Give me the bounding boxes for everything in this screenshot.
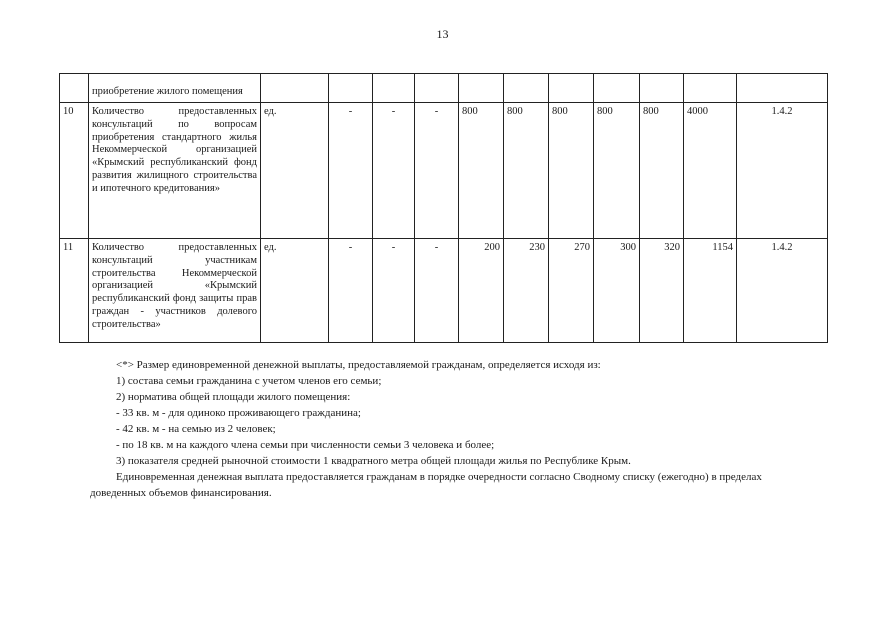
reference-cell: 1.4.2 [737, 239, 828, 343]
footnote-line: 2) норматива общей площади жилого помещения: [116, 391, 351, 403]
value-cell: 320 [640, 239, 684, 343]
footnote-line: <*> Размер единовременной денежной выплаты, предоставляемой гражданам, определяется исходя из: [116, 359, 601, 371]
row-unit: ед. [261, 103, 329, 239]
value-cell: - [373, 103, 415, 239]
value-cell: 230 [504, 239, 549, 343]
row-number: 10 [60, 103, 89, 239]
value-cell: 270 [549, 239, 594, 343]
footnote-line: - 33 кв. м - для одиноко проживающего гражданина; [116, 407, 361, 419]
total-cell: 4000 [684, 103, 737, 239]
table-row [60, 74, 828, 103]
footnote-line: 1) состава семьи гражданина с учетом членов его семьи; [116, 375, 382, 387]
total-cell: 1154 [684, 239, 737, 343]
reference-cell: 1.4.2 [737, 103, 828, 239]
value-cell: 300 [594, 239, 640, 343]
value-cell: 800 [640, 103, 684, 239]
footnote-line: - 42 кв. м - на семью из 2 человек; [116, 423, 276, 435]
value-cell: - [373, 239, 415, 343]
value-cell: - [415, 239, 459, 343]
footnotes [90, 357, 810, 501]
footnote-line: 3) показателя средней рыночной стоимости 1 квадратного метра общей площади жилья по Республике Крым. [116, 455, 631, 467]
row-name: Количество предоставленных консультаций участникам строительства Некоммерческой организацией «Крымский республиканский фонд защиты прав граждан - участников долевого строительства» [89, 239, 261, 343]
table-row [60, 103, 828, 239]
row-number: 11 [60, 239, 89, 343]
value-cell: - [415, 103, 459, 239]
row-name: приобретение жилого помещения [89, 74, 261, 103]
value-cell: 800 [594, 103, 640, 239]
footnote-line: - по 18 кв. м на каждого члена семьи при численности семьи 3 человека и более; [116, 439, 495, 451]
page-number: 13 [436, 27, 449, 41]
value-cell: 800 [549, 103, 594, 239]
footnote-paragraph: Единовременная денежная выплата предоставляется гражданам в порядке очередности согласно Сводному списку (ежегодно) в пределах доведенных объемов финансирования. [90, 471, 762, 499]
value-cell: 200 [459, 239, 504, 343]
value-cell: - [329, 239, 373, 343]
value-cell: 800 [504, 103, 549, 239]
value-cell: 800 [459, 103, 504, 239]
value-cell: - [329, 103, 373, 239]
table-row [60, 239, 828, 343]
indicators-table [59, 73, 828, 343]
row-unit: ед. [261, 239, 329, 343]
row-name: Количество предоставленных консультаций по вопросам приобретения стандартного жилья Некоммерческой организацией «Крымский республиканский фонд развития жилищного строительства и ипотечного кредитования» [89, 103, 261, 239]
